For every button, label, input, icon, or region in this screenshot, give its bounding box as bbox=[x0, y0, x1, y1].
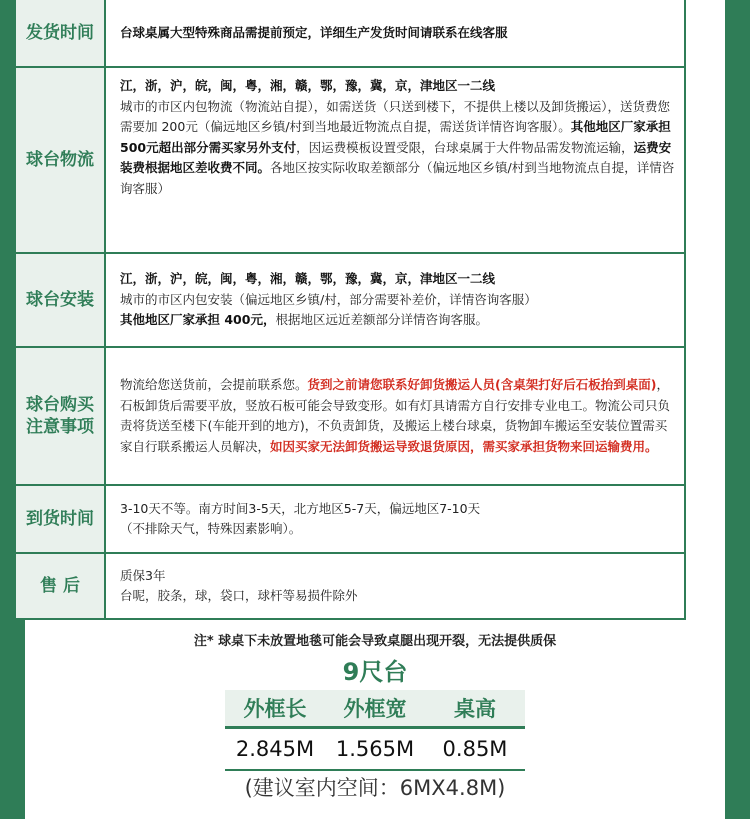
spec-value-row bbox=[225, 729, 525, 771]
text-run: 运费安装费根据地区差收费不同。 bbox=[120, 139, 672, 175]
spec-header-length: 外框长 bbox=[243, 697, 307, 721]
row-text bbox=[120, 76, 676, 199]
row-content bbox=[116, 348, 686, 484]
text-run: ，石板卸货后需要平放，竖放石板可能会导致变形。如有灯具请需方自行安排专业电工。物流公司只负责将货送至楼下(车能开到的地方)，不负责卸货，及搬运上楼台球桌，货物卸车搬运至安装位置需买家自行联系搬运人员解决， bbox=[120, 377, 671, 454]
row-gap bbox=[108, 68, 116, 252]
text-run: 根据地区远近差额部分详情咨询客服。 bbox=[275, 312, 488, 328]
text-run: 质保3年 bbox=[120, 567, 166, 583]
row-logistics bbox=[14, 68, 686, 254]
text-run: 物流给您送货前，会提前联系您。 bbox=[120, 377, 308, 392]
row-label: 售 后 bbox=[14, 554, 106, 618]
text-run: 城市的市区内包安装（偏远地区乡镇/村，部分需要补差价，详情咨询客服） bbox=[120, 291, 537, 307]
text-run: 江，浙，沪，皖，闽，粤，湘，赣，鄂，豫，冀，京，津地区一二线 bbox=[120, 271, 496, 287]
spec-title: 9尺台 bbox=[342, 658, 408, 686]
row-content bbox=[116, 486, 686, 552]
row-label: 球台物流 bbox=[14, 68, 106, 252]
text-run: 其他地区厂家承担 400元， bbox=[120, 312, 276, 328]
row-shipping-time bbox=[14, 0, 686, 68]
text-run: 如因买家无法卸货搬运导致退货原因，需买家承担货物来回运输费用。 bbox=[270, 438, 658, 454]
row-text bbox=[120, 499, 676, 540]
text-run: 各地区按实际收取差额部分（偏远地区乡镇/村到当地物流点自提，详情咨询客服） bbox=[120, 160, 675, 196]
row-label: 到货时间 bbox=[14, 486, 106, 552]
spec-value-width: 1.565M bbox=[335, 737, 415, 761]
row-label: 球台购买注意事项 bbox=[14, 348, 106, 484]
text-run: 3-10天不等。南方时间3-5天，北方地区5-7天，偏远地区7-10天 bbox=[120, 500, 481, 516]
spec-header-height: 桌高 bbox=[454, 697, 496, 721]
row-gap bbox=[108, 554, 116, 618]
spec-header-width: 外框宽 bbox=[343, 697, 407, 721]
row-text bbox=[120, 566, 676, 607]
row-purchase-notes bbox=[14, 348, 686, 486]
text-run: （不排除天气，特殊因素影响）。 bbox=[120, 521, 302, 536]
row-installation bbox=[14, 254, 686, 348]
spec-value-height: 0.85M bbox=[442, 737, 508, 761]
text-run: 江，浙，沪，皖，闽，粤，湘，赣，鄂，豫，冀，京，津地区一二线 bbox=[120, 78, 496, 93]
text-run: 货到之前请您联系好卸货搬运人员(含桌架打好后石板抬到桌面) bbox=[307, 377, 657, 392]
row-text bbox=[120, 375, 676, 457]
row-label: 球台安装 bbox=[14, 254, 106, 346]
spec-header-row bbox=[225, 690, 525, 729]
row-content bbox=[116, 554, 686, 618]
row-content bbox=[116, 68, 686, 252]
row-content bbox=[116, 254, 686, 346]
row-text bbox=[120, 23, 676, 44]
text-run: 其他地区厂家承担500元超出部分需买家另外支付 bbox=[120, 119, 671, 155]
text-run: ，因运费模板设置受限，台球桌属于大件物品需发物流运输， bbox=[296, 139, 634, 155]
room-recommendation: (建议室内空间：6MX4.8M) bbox=[244, 776, 506, 800]
spec-table bbox=[225, 690, 525, 771]
row-gap bbox=[108, 486, 116, 552]
row-gap bbox=[108, 348, 116, 484]
text-run: 台球桌属大型特殊商品需提前预定，详细生产发货时间请联系在线客服 bbox=[120, 24, 508, 40]
text-run: 台呢，胶条，球，袋口，球杆等易损件除外 bbox=[120, 588, 358, 603]
row-arrival-time bbox=[14, 486, 686, 554]
text-run: 城市的市区内包物流（物流站自提），如需送货（只送到楼下，不提供上楼以及卸货搬运），送货费您需要加 200元（偏远地区乡镇/村到当地最近物流点自提，需送货详情咨询客服）。 bbox=[120, 98, 671, 134]
row-text bbox=[120, 269, 676, 331]
row-gap bbox=[108, 0, 116, 66]
warranty-note: 注* 球桌下未放置地毯可能会导致桌腿出现开裂，无法提供质保 bbox=[193, 634, 557, 649]
row-after-sales bbox=[14, 554, 686, 620]
row-content bbox=[116, 0, 686, 66]
row-gap bbox=[108, 254, 116, 346]
row-label: 发货时间 bbox=[14, 0, 106, 66]
spec-value-length: 2.845M bbox=[235, 737, 315, 761]
